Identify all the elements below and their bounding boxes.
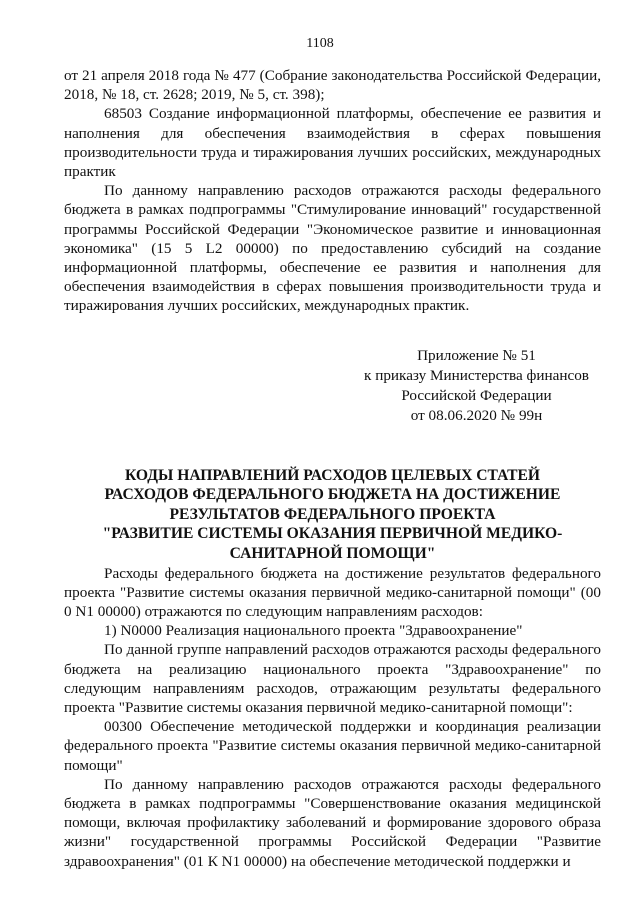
appendix-order-ref: к приказу Министерства финансов — [364, 366, 589, 384]
appendix-block — [352, 346, 601, 426]
appendix-number: Приложение № 51 — [417, 346, 536, 364]
paragraph-code-00300: 00300 Обеспечение методической поддержки и координация реализации федерального проекта "Развитие системы оказания первичной медико-санитарной помощи" — [64, 718, 601, 774]
heading-line-1: КОДЫ НАПРАВЛЕНИЙ РАСХОДОВ ЦЕЛЕВЫХ СТАТЕЙ — [124, 466, 541, 484]
document-body — [64, 66, 601, 871]
section-heading — [64, 466, 601, 564]
paragraph-code-68503-description: По данному направлению расходов отражаются расходы федерального бюджета в рамках подпрограммы "Стимулирование инноваций" государственной программы Российской Федерации "Экономическое развитие и инновационная экономика" (15 5 L2 00000) по предоставлению субсидий на создание информационной платформы, обеспечение ее развития и наполнения для обеспечения взаимодействия в сферах повышения производительности труда и тиражирования лучших российских, международных практик. — [64, 182, 601, 315]
heading-line-4: "РАЗВИТИЕ СИСТЕМЫ ОКАЗАНИЯ ПЕРВИЧНОЙ МЕДИКО- — [102, 525, 563, 543]
paragraph-group-description: По данной группе направлений расходов отражаются расходы федерального бюджета на реализацию национального проекта "Здравоохранение" по следующим направлениям расходов, отражающим результаты федерального проекта "Развитие системы оказания первичной медико-санитарной помощи": — [64, 641, 601, 717]
paragraph-decree-reference: от 21 апреля 2018 года № 477 (Собрание законодательства Российской Федерации, 2018, № 18, ст. 2628; 2019, № 5, ст. 398); — [64, 67, 601, 104]
paragraph-code-68503: 68503 Создание информационной платформы, обеспечение ее развития и наполнения для обеспечения взаимодействия в сферах повышения производительности труда и тиражирования лучших российских, международных практик — [64, 105, 601, 181]
appendix-date: от 08.06.2020 № 99н — [410, 406, 543, 424]
page-number: 1108 — [306, 36, 334, 51]
heading-line-5: САНИТАРНОЙ ПОМОЩИ" — [229, 545, 436, 563]
paragraph-code-00300-description: По данному направлению расходов отражаются расходы федерального бюджета в рамках подпрограммы "Совершенствование оказания медицинской помощи, включая профилактику заболеваний и формирование здорового образа жизни" государственной программы Российской Федерации "Развитие здравоохранения" (01 К N1 00000) на обеспечение методической поддержки и — [64, 775, 601, 870]
appendix-country: Российской Федерации — [401, 386, 552, 404]
paragraph-list-item-1: 1) N0000 Реализация национального проекта "Здравоохранение" — [104, 622, 523, 640]
heading-line-2: РАСХОДОВ ФЕДЕРАЛЬНОГО БЮДЖЕТА НА ДОСТИЖЕНИЕ — [104, 486, 561, 504]
heading-line-3: РЕЗУЛЬТАТОВ ФЕДЕРАЛЬНОГО ПРОЕКТА — [169, 505, 496, 523]
paragraph-intro: Расходы федерального бюджета на достижение результатов федерального проекта "Развитие системы оказания первичной медико-санитарной помощи" (00 0 N1 00000) отражаются по следующим направлениям расходов: — [64, 564, 601, 621]
